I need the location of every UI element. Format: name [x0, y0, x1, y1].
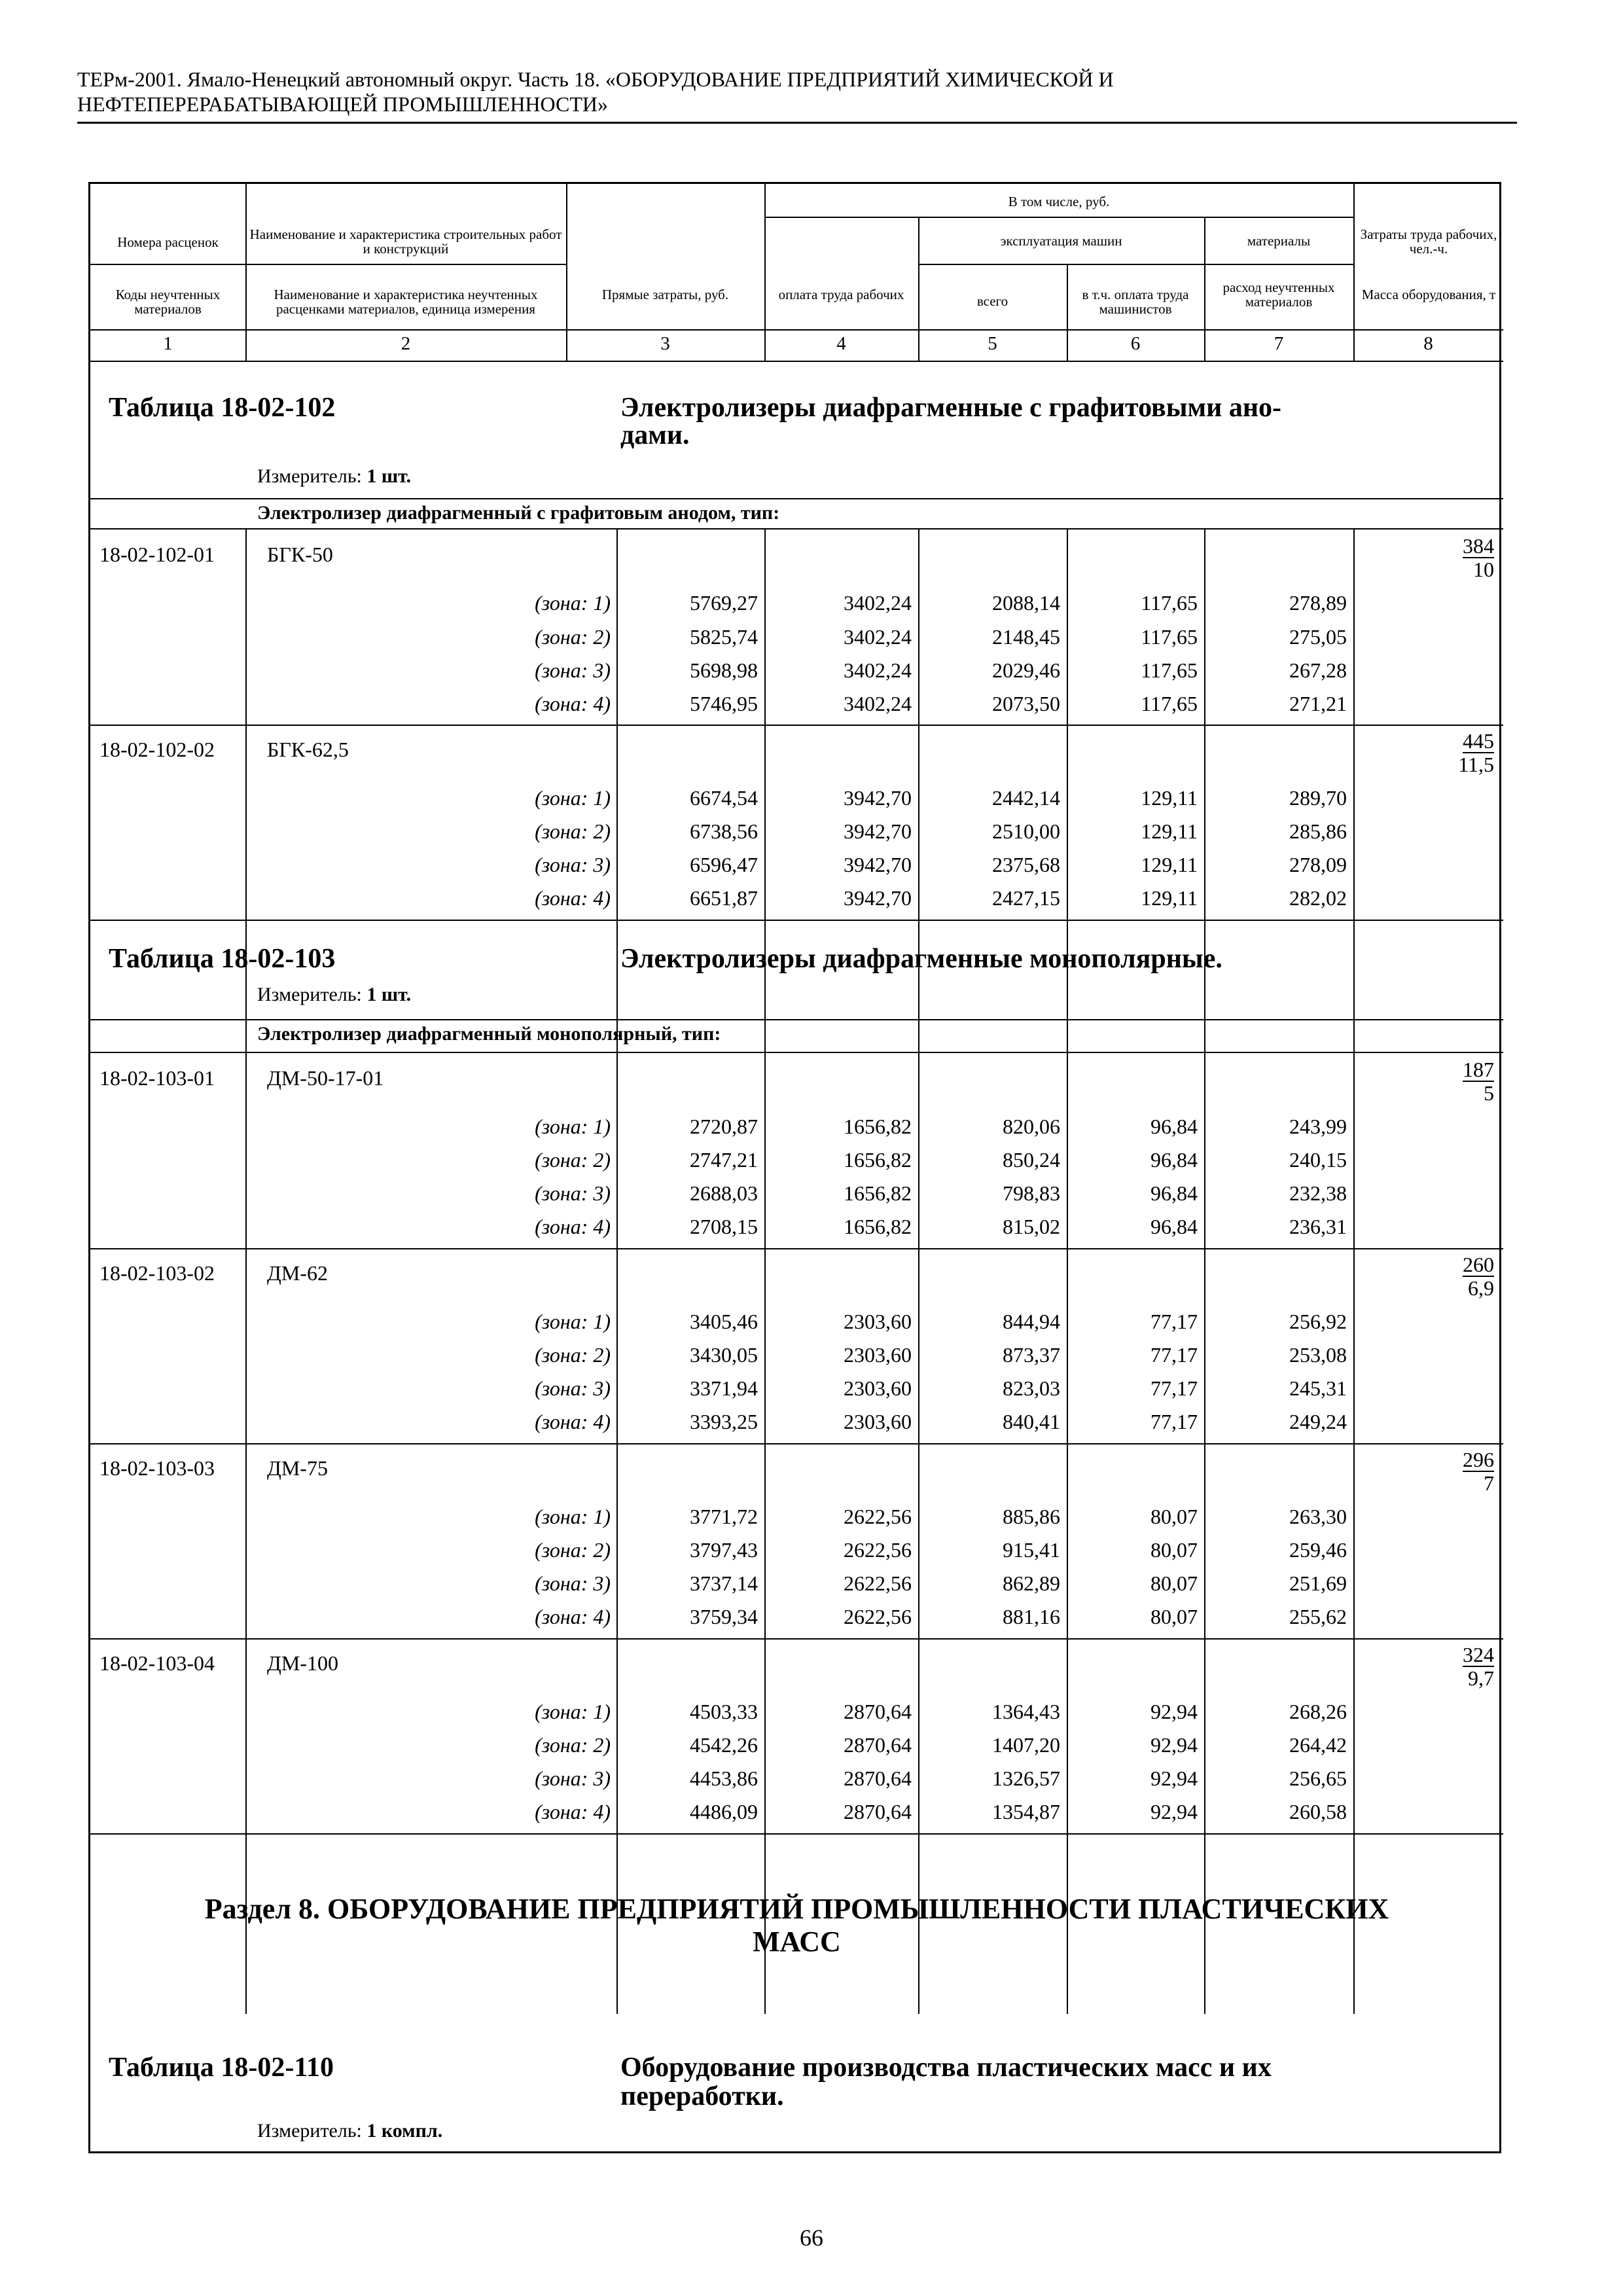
- measure-label: Измеритель:: [257, 984, 362, 1005]
- operators-wages: 96,84: [1150, 1181, 1198, 1205]
- operators-wages: 80,07: [1150, 1571, 1198, 1595]
- header-work-name: Наименование и характеристика строительных работ и конструкций: [249, 226, 562, 257]
- header-including: В том числе, руб.: [1008, 194, 1110, 209]
- running-header-line-1: ТЕРм-2001. Ямало-Ненецкий автономный округ. Часть 18. «ОБОРУДОВАНИЕ ПРЕДПРИЯТИЙ ХИМИЧЕСКОЙ И: [77, 67, 1114, 91]
- worker-wages: 2303,60: [844, 1410, 912, 1433]
- rate-code: 18-02-103-03: [99, 1456, 215, 1480]
- direct-cost: 4486,09: [690, 1800, 758, 1823]
- table-title-continued: переработки.: [620, 2081, 784, 2111]
- direct-cost: 4453,86: [690, 1767, 758, 1790]
- labor-mass-fraction: [1442, 1058, 1494, 1104]
- worker-wages: 1656,82: [844, 1181, 912, 1205]
- operators-wages: 117,65: [1141, 625, 1198, 649]
- equipment-mass: 5: [1484, 1081, 1494, 1105]
- operators-wages: 77,17: [1150, 1343, 1198, 1367]
- labor-hours: 324: [1463, 1643, 1494, 1666]
- machines-total: 2427,15: [992, 886, 1060, 910]
- operators-wages: 129,11: [1141, 853, 1198, 876]
- table-title: Электролизеры диафрагменные монополярные.: [620, 944, 1222, 974]
- zone-label: (зона: 1): [535, 1310, 611, 1333]
- equipment-type: ДМ-50-17-01: [267, 1066, 384, 1090]
- direct-cost: 5746,95: [690, 692, 758, 715]
- zone-label: (зона: 3): [535, 1376, 611, 1400]
- machines-total: 2073,50: [992, 692, 1060, 715]
- worker-wages: 2870,64: [844, 1800, 912, 1823]
- worker-wages: 3402,24: [844, 692, 912, 715]
- header-equipment-mass: Масса оборудования, т: [1361, 287, 1496, 302]
- measure-value: 1 шт.: [366, 984, 412, 1005]
- header-worker-wages: оплата труда рабочих: [778, 287, 904, 302]
- worker-wages: 2622,56: [844, 1505, 912, 1528]
- equipment-mass: 7: [1484, 1471, 1494, 1495]
- operators-wages: 96,84: [1150, 1115, 1198, 1138]
- col-number-8: 8: [1423, 333, 1433, 354]
- machines-total: 1326,57: [992, 1767, 1060, 1790]
- labor-mass-fraction: [1442, 730, 1494, 776]
- worker-wages: 3942,70: [844, 819, 912, 843]
- table-title: Электролизеры диафрагменные с графитовыми ано-: [620, 393, 1282, 423]
- running-header: [77, 67, 1517, 124]
- operators-wages: 80,07: [1150, 1505, 1198, 1528]
- table-title: Оборудование производства пластических масс и их: [620, 2053, 1272, 2083]
- col-number-6: 6: [1130, 333, 1141, 354]
- zone-label: (зона: 4): [535, 692, 611, 715]
- worker-wages: 2870,64: [844, 1733, 912, 1757]
- machines-total: 844,94: [1003, 1310, 1060, 1333]
- zone-label: (зона: 2): [535, 1733, 611, 1757]
- equipment-type: ДМ-62: [267, 1261, 328, 1285]
- direct-cost: 2708,15: [690, 1215, 758, 1238]
- equipment-mass: 6,9: [1468, 1276, 1494, 1300]
- materials-cost: 232,38: [1289, 1181, 1347, 1205]
- materials-cost: 240,15: [1289, 1148, 1347, 1172]
- labor-hours: 384: [1463, 534, 1494, 558]
- operators-wages: 129,11: [1141, 886, 1198, 910]
- operators-wages: 80,07: [1150, 1538, 1198, 1562]
- machines-total: 2088,14: [992, 591, 1060, 615]
- worker-wages: 1656,82: [844, 1115, 912, 1138]
- group-heading: Электролизер диафрагменный монополярный, тип:: [257, 1023, 721, 1045]
- labor-hours: 260: [1463, 1253, 1494, 1276]
- operators-wages: 117,65: [1141, 692, 1198, 715]
- zone-label: (зона: 2): [535, 819, 611, 843]
- col-number-3: 3: [660, 333, 670, 354]
- machines-total: 2510,00: [992, 819, 1060, 843]
- materials-cost: 264,42: [1289, 1733, 1347, 1757]
- header-material-name: Наименование и характеристика неучтенных расценками материалов, единица измерения: [274, 287, 538, 317]
- operators-wages: 129,11: [1141, 786, 1198, 810]
- labor-hours: 445: [1463, 729, 1494, 753]
- header-machine-operation: эксплуатация машин: [1000, 233, 1122, 249]
- equipment-type: БГК-62,5: [267, 738, 349, 761]
- zone-label: (зона: 4): [535, 1410, 611, 1433]
- materials-cost: 251,69: [1289, 1571, 1347, 1595]
- operators-wages: 92,94: [1150, 1800, 1198, 1823]
- machines-total: 820,06: [1003, 1115, 1060, 1138]
- zone-label: (зона: 1): [535, 1115, 611, 1138]
- rate-code: 18-02-103-01: [99, 1066, 215, 1090]
- direct-cost: 4503,33: [690, 1700, 758, 1723]
- direct-cost: 5769,27: [690, 591, 758, 615]
- labor-mass-fraction: [1442, 1448, 1494, 1494]
- operators-wages: 77,17: [1150, 1410, 1198, 1433]
- zone-label: (зона: 3): [535, 1571, 611, 1595]
- materials-cost: 259,46: [1289, 1538, 1347, 1562]
- worker-wages: 2303,60: [844, 1343, 912, 1367]
- materials-cost: 255,62: [1289, 1605, 1347, 1628]
- materials-cost: 278,89: [1289, 591, 1347, 615]
- header-operators-wages: в т.ч. оплата труда машинистов: [1082, 287, 1189, 317]
- operators-wages: 96,84: [1150, 1215, 1198, 1238]
- header-labor-costs: Затраты труда рабочих, чел.-ч.: [1360, 226, 1497, 257]
- direct-cost: 6738,56: [690, 819, 758, 843]
- materials-cost: 285,86: [1289, 819, 1347, 843]
- direct-cost: 5698,98: [690, 658, 758, 682]
- operators-wages: 92,94: [1150, 1733, 1198, 1757]
- col-number-5: 5: [988, 333, 997, 354]
- machines-total: 815,02: [1003, 1215, 1060, 1238]
- materials-cost: 256,65: [1289, 1767, 1347, 1790]
- rate-code: 18-02-103-04: [99, 1651, 215, 1675]
- worker-wages: 3402,24: [844, 658, 912, 682]
- measure-unit: [257, 2120, 442, 2142]
- price-table: [88, 182, 1501, 2153]
- zone-label: (зона: 4): [535, 1605, 611, 1628]
- worker-wages: 2303,60: [844, 1310, 912, 1333]
- machines-total: 2442,14: [992, 786, 1060, 810]
- header-material-usage: расход неучтенных материалов: [1222, 279, 1335, 310]
- table-label: Таблица 18-02-103: [109, 944, 336, 974]
- zone-label: (зона: 3): [535, 658, 611, 682]
- worker-wages: 2622,56: [844, 1538, 912, 1562]
- worker-wages: 3402,24: [844, 625, 912, 649]
- materials-cost: 256,92: [1289, 1310, 1347, 1333]
- machines-total: 873,37: [1003, 1343, 1060, 1367]
- section-title-continued: МАСС: [753, 1926, 841, 1958]
- zone-label: (зона: 4): [535, 1800, 611, 1823]
- zone-label: (зона: 4): [535, 1215, 611, 1238]
- direct-cost: 4542,26: [690, 1733, 758, 1757]
- zone-label: (зона: 2): [535, 1343, 611, 1367]
- operators-wages: 129,11: [1141, 819, 1198, 843]
- machines-total: 862,89: [1003, 1571, 1060, 1595]
- col-number-2: 2: [401, 333, 411, 354]
- worker-wages: 2870,64: [844, 1700, 912, 1723]
- header-material-codes: Коды неучтенных материалов: [115, 287, 221, 317]
- materials-cost: 260,58: [1289, 1800, 1347, 1823]
- materials-cost: 278,09: [1289, 853, 1347, 876]
- equipment-mass: 10: [1473, 558, 1494, 581]
- labor-mass-fraction: [1442, 1643, 1494, 1689]
- running-header-line-2: НЕФТЕПЕРЕРАБАТЫВАЮЩЕЙ ПРОМЫШЛЕННОСТИ»: [77, 92, 609, 116]
- worker-wages: 3942,70: [844, 886, 912, 910]
- operators-wages: 96,84: [1150, 1148, 1198, 1172]
- operators-wages: 117,65: [1141, 591, 1198, 615]
- direct-cost: 6651,87: [690, 886, 758, 910]
- direct-cost: 3797,43: [690, 1538, 758, 1562]
- measure-value: 1 шт.: [366, 465, 412, 487]
- direct-cost: 3371,94: [690, 1376, 758, 1400]
- page-number: 66: [800, 2225, 823, 2251]
- zone-label: (зона: 2): [535, 1538, 611, 1562]
- labor-mass-fraction: [1442, 1253, 1494, 1299]
- measure-unit: [257, 984, 411, 1006]
- zone-label: (зона: 3): [535, 1767, 611, 1790]
- equipment-type: ДМ-100: [267, 1651, 338, 1675]
- worker-wages: 2303,60: [844, 1376, 912, 1400]
- zone-label: (зона: 1): [535, 591, 611, 615]
- direct-cost: 2747,21: [690, 1148, 758, 1172]
- zone-label: (зона: 2): [535, 1148, 611, 1172]
- worker-wages: 3402,24: [844, 591, 912, 615]
- machines-total: 1354,87: [992, 1800, 1060, 1823]
- header-machines-total: всего: [976, 293, 1008, 309]
- machines-total: 840,41: [1003, 1410, 1060, 1433]
- direct-cost: 6596,47: [690, 853, 758, 876]
- zone-label: (зона: 1): [535, 786, 611, 810]
- operators-wages: 77,17: [1150, 1376, 1198, 1400]
- materials-cost: 271,21: [1289, 692, 1347, 715]
- header-materials: материалы: [1247, 233, 1311, 249]
- measure-label: Измеритель:: [257, 465, 362, 487]
- machines-total: 2029,46: [992, 658, 1060, 682]
- materials-cost: 243,99: [1289, 1115, 1347, 1138]
- machines-total: 915,41: [1003, 1538, 1060, 1562]
- group-heading: Электролизер диафрагменный с графитовым анодом, тип:: [257, 502, 780, 524]
- materials-cost: 282,02: [1289, 886, 1347, 910]
- machines-total: 823,03: [1003, 1376, 1060, 1400]
- materials-cost: 275,05: [1289, 625, 1347, 649]
- worker-wages: 1656,82: [844, 1148, 912, 1172]
- table-label: Таблица 18-02-102: [109, 393, 336, 423]
- equipment-type: БГК-50: [267, 543, 333, 566]
- materials-cost: 263,30: [1289, 1505, 1347, 1528]
- worker-wages: 2870,64: [844, 1767, 912, 1790]
- operators-wages: 117,65: [1141, 658, 1198, 682]
- zone-label: (зона: 3): [535, 1181, 611, 1205]
- measure-value: 1 компл.: [366, 2120, 443, 2142]
- machines-total: 2148,45: [992, 625, 1060, 649]
- materials-cost: 249,24: [1289, 1410, 1347, 1433]
- materials-cost: 289,70: [1289, 786, 1347, 810]
- operators-wages: 80,07: [1150, 1605, 1198, 1628]
- measure-label: Измеритель:: [257, 2120, 362, 2142]
- machines-total: 1364,43: [992, 1700, 1060, 1723]
- worker-wages: 3942,70: [844, 786, 912, 810]
- equipment-type: ДМ-75: [267, 1456, 328, 1480]
- col-number-4: 4: [836, 333, 846, 354]
- materials-cost: 253,08: [1289, 1343, 1347, 1367]
- machines-total: 798,83: [1003, 1181, 1060, 1205]
- worker-wages: 3942,70: [844, 853, 912, 876]
- machines-total: 881,16: [1003, 1605, 1060, 1628]
- direct-cost: 3393,25: [690, 1410, 758, 1433]
- direct-cost: 3430,05: [690, 1343, 758, 1367]
- col-number-1: 1: [163, 333, 173, 354]
- zone-label: (зона: 1): [535, 1700, 611, 1723]
- materials-cost: 236,31: [1289, 1215, 1347, 1238]
- direct-cost: 3405,46: [690, 1310, 758, 1333]
- equipment-mass: 9,7: [1468, 1666, 1494, 1690]
- direct-cost: 3771,72: [690, 1505, 758, 1528]
- operators-wages: 92,94: [1150, 1700, 1198, 1723]
- direct-cost: 6674,54: [690, 786, 758, 810]
- rate-code: 18-02-102-01: [99, 543, 215, 566]
- header-rate-numbers: Номера расценок: [117, 234, 219, 250]
- direct-cost: 3737,14: [690, 1571, 758, 1595]
- machines-total: 885,86: [1003, 1505, 1060, 1528]
- worker-wages: 2622,56: [844, 1571, 912, 1595]
- table-label: Таблица 18-02-110: [109, 2053, 334, 2083]
- direct-cost: 5825,74: [690, 625, 758, 649]
- measure-unit: [257, 465, 411, 488]
- direct-cost: 2720,87: [690, 1115, 758, 1138]
- materials-cost: 267,28: [1289, 658, 1347, 682]
- rate-code: 18-02-102-02: [99, 738, 215, 761]
- zone-label: (зона: 2): [535, 625, 611, 649]
- table-title-continued: дами.: [620, 420, 690, 450]
- materials-cost: 245,31: [1289, 1376, 1347, 1400]
- rate-code: 18-02-103-02: [99, 1261, 215, 1285]
- direct-cost: 2688,03: [690, 1181, 758, 1205]
- header-direct-costs: Прямые затраты, руб.: [601, 287, 729, 302]
- machines-total: 850,24: [1003, 1148, 1060, 1172]
- operators-wages: 77,17: [1150, 1310, 1198, 1333]
- machines-total: 1407,20: [992, 1733, 1060, 1757]
- worker-wages: 1656,82: [844, 1215, 912, 1238]
- materials-cost: 268,26: [1289, 1700, 1347, 1723]
- direct-cost: 3759,34: [690, 1605, 758, 1628]
- labor-hours: 296: [1463, 1448, 1494, 1471]
- worker-wages: 2622,56: [844, 1605, 912, 1628]
- zone-label: (зона: 3): [535, 853, 611, 876]
- section-title: Раздел 8. ОБОРУДОВАНИЕ ПРЕДПРИЯТИЙ ПРОМЫШЛЕННОСТИ ПЛАСТИЧЕСКИХ: [204, 1893, 1389, 1925]
- machines-total: 2375,68: [992, 853, 1060, 876]
- zone-label: (зона: 4): [535, 886, 611, 910]
- operators-wages: 92,94: [1150, 1767, 1198, 1790]
- col-number-7: 7: [1274, 333, 1284, 354]
- labor-mass-fraction: [1442, 535, 1494, 581]
- zone-label: (зона: 1): [535, 1505, 611, 1528]
- equipment-mass: 11,5: [1458, 753, 1494, 776]
- labor-hours: 187: [1463, 1058, 1494, 1081]
